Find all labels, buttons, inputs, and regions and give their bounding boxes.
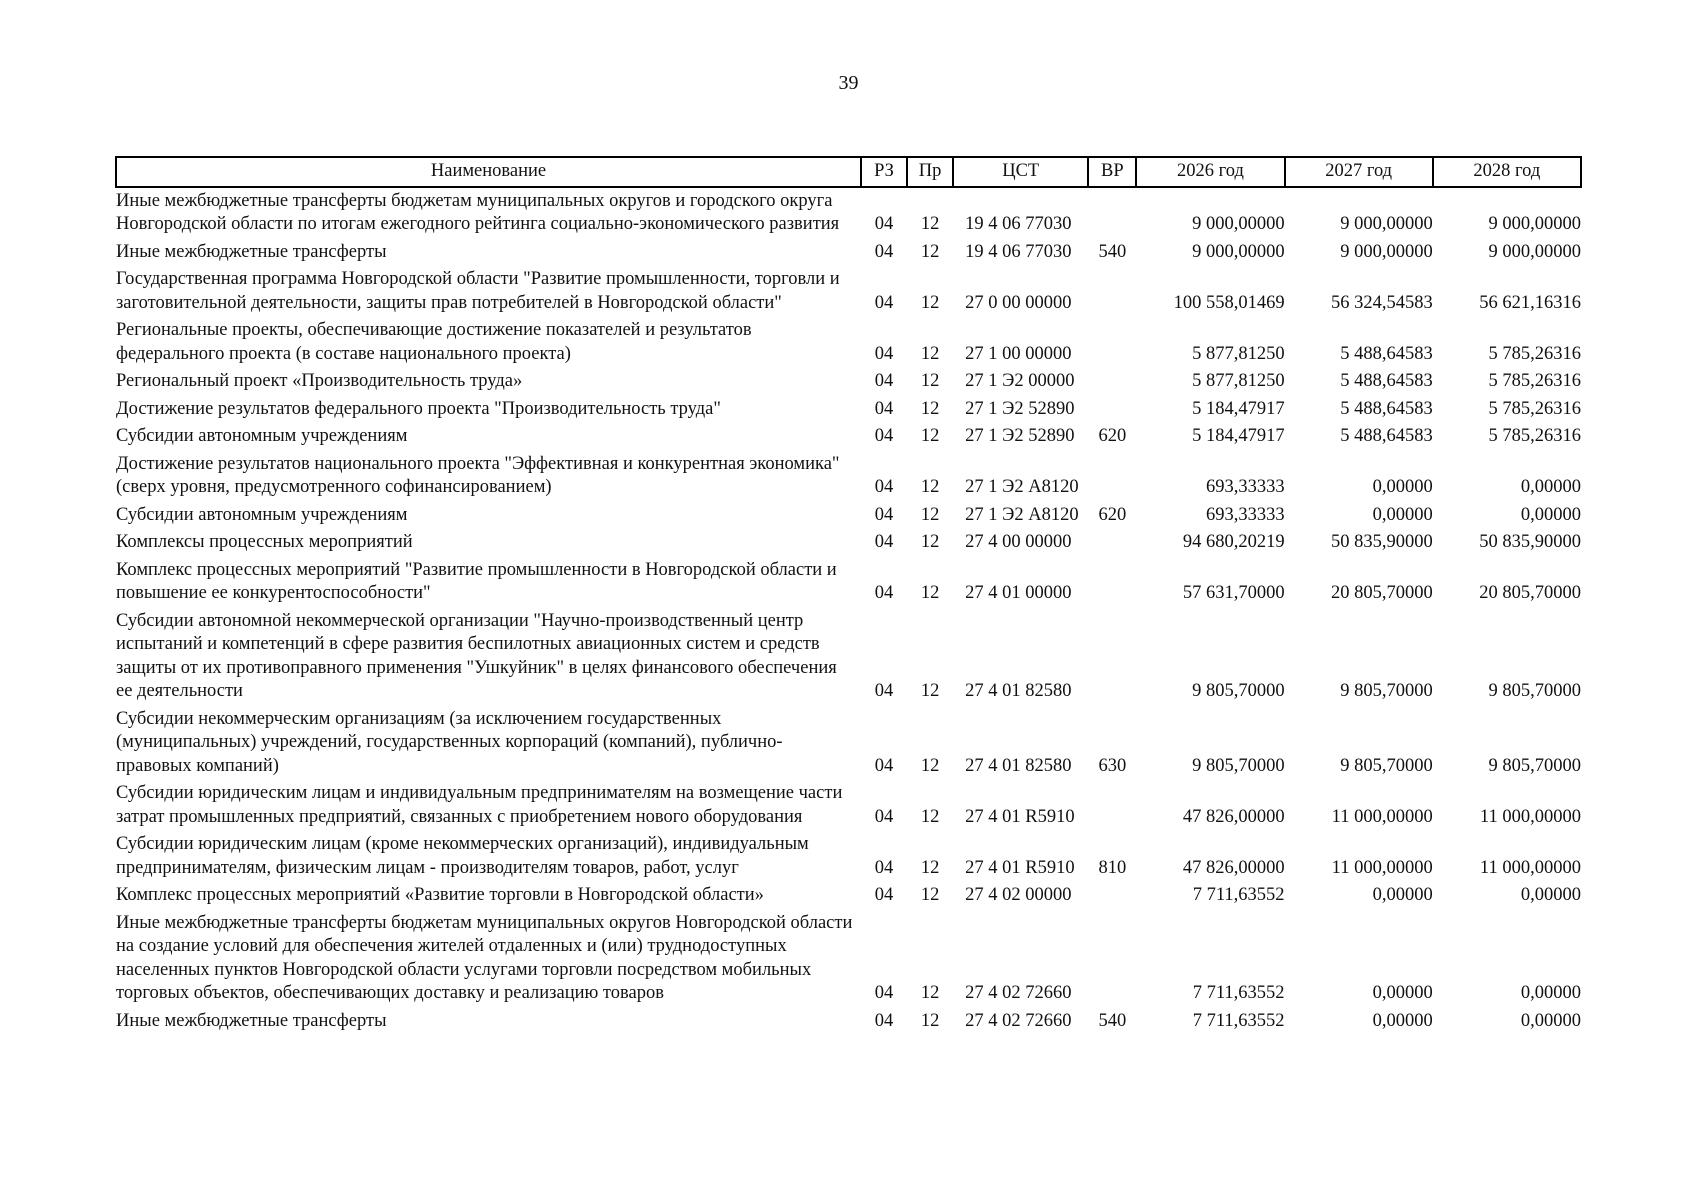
table-row	[116, 451, 1581, 502]
row-rz: 04	[874, 343, 894, 364]
row-pr: 12	[920, 371, 940, 391]
row-2027: 0,00000	[1372, 983, 1433, 1003]
row-rz: 04	[874, 504, 894, 525]
row-name: Субсидии автономным учреждениям	[116, 426, 408, 446]
row-rz: 04	[874, 292, 894, 313]
row-vr	[1088, 396, 1136, 424]
row-rz: 04	[874, 1010, 894, 1031]
row-2027: 9 805,70000	[1340, 681, 1433, 701]
row-cst: 27 4 01 00000	[965, 583, 1072, 603]
row-2027: 56 324,54583	[1331, 292, 1433, 313]
row-name: Субсидии юридическим лицам и индивидуальным предпринимателям на возмещение части затрат промышленных предприятий, связанных с приобретением нового оборудования	[116, 783, 843, 827]
row-2028: 11 000,00000	[1479, 806, 1581, 827]
table-header-row	[116, 157, 1581, 187]
row-pr: 12	[920, 532, 940, 552]
row-2026: 9 000,00000	[1192, 214, 1285, 234]
row-vr	[1088, 910, 1136, 1008]
row-name: Субсидии автономным учреждениям	[116, 504, 408, 525]
row-pr: 12	[920, 214, 940, 234]
row-2028: 9 805,70000	[1488, 681, 1581, 701]
row-2027: 0,00000	[1372, 885, 1433, 905]
row-pr: 12	[920, 343, 940, 364]
row-pr: 12	[920, 583, 940, 603]
row-2026: 9 805,70000	[1192, 755, 1285, 776]
row-vr: 620	[1098, 426, 1127, 446]
row-2026: 7 711,63552	[1192, 1010, 1285, 1031]
header-2028: 2028 год	[1433, 157, 1581, 187]
table-row	[116, 317, 1581, 368]
row-2028: 5 785,26316	[1488, 371, 1581, 391]
row-cst: 19 4 06 77030	[965, 241, 1072, 262]
table-row	[116, 423, 1581, 451]
table-row	[116, 780, 1581, 831]
row-pr: 12	[920, 477, 940, 497]
row-rz: 04	[874, 214, 894, 234]
row-2026: 5 184,47917	[1192, 398, 1285, 419]
row-rz: 04	[874, 398, 894, 419]
row-pr: 12	[920, 755, 940, 776]
row-vr	[1088, 368, 1136, 396]
row-vr: 540	[1098, 241, 1127, 262]
table-row	[116, 502, 1581, 530]
table-row	[116, 608, 1581, 706]
row-rz: 04	[874, 806, 894, 827]
row-rz: 04	[874, 983, 894, 1003]
header-name: Наименование	[116, 157, 861, 187]
row-2026: 100 558,01469	[1173, 292, 1285, 313]
row-vr: 540	[1098, 1010, 1127, 1031]
row-cst: 27 1 Э2 А8120	[965, 504, 1079, 525]
row-2027: 11 000,00000	[1331, 806, 1433, 827]
row-2026: 5 877,81250	[1192, 343, 1285, 364]
row-2026: 57 631,70000	[1182, 583, 1285, 603]
row-2026: 9 805,70000	[1192, 681, 1285, 701]
row-cst: 19 4 06 77030	[965, 214, 1072, 234]
row-cst: 27 1 Э2 52890	[965, 426, 1075, 446]
table-row	[116, 368, 1581, 396]
row-2028: 20 805,70000	[1479, 583, 1581, 603]
row-2027: 0,00000	[1372, 504, 1433, 525]
table-row	[116, 706, 1581, 781]
table-row	[116, 557, 1581, 608]
row-2028: 0,00000	[1520, 983, 1581, 1003]
row-vr	[1088, 608, 1136, 706]
row-cst: 27 4 02 00000	[965, 885, 1072, 905]
row-cst: 27 4 00 00000	[965, 532, 1072, 552]
row-2028: 0,00000	[1520, 885, 1581, 905]
header-rz: РЗ	[861, 157, 907, 187]
row-pr: 12	[920, 292, 940, 313]
row-cst: 27 1 00 00000	[965, 343, 1072, 364]
table-row	[116, 1008, 1581, 1036]
row-2027: 5 488,64583	[1340, 426, 1433, 446]
row-rz: 04	[874, 755, 894, 776]
row-pr: 12	[920, 504, 940, 525]
row-2027: 9 805,70000	[1340, 755, 1433, 776]
row-name: Достижение результатов федерального проекта "Производительность труда"	[116, 398, 721, 419]
row-name: Субсидии юридическим лицам (кроме некоммерческих организаций), индивидуальным предпринимателям, физическим лицам - производителям товаров, работ, услуг	[116, 834, 809, 878]
row-cst: 27 4 02 72660	[965, 1010, 1072, 1031]
row-pr: 12	[920, 398, 940, 419]
row-2028: 9 000,00000	[1488, 241, 1581, 262]
row-2028: 9 000,00000	[1488, 214, 1581, 234]
row-name: Иные межбюджетные трансферты бюджетам муниципальных округов и городского округа Новгородской области по итогам ежегодного рейтинга социально-экономического развития	[116, 190, 840, 234]
row-cst: 27 4 02 72660	[965, 983, 1072, 1003]
header-2027: 2027 год	[1285, 157, 1433, 187]
row-2026: 9 000,00000	[1192, 241, 1285, 262]
table-row	[116, 239, 1581, 267]
row-rz: 04	[874, 477, 894, 497]
row-rz: 04	[874, 241, 894, 262]
row-2026: 5 877,81250	[1192, 371, 1285, 391]
row-pr: 12	[920, 426, 940, 446]
row-vr	[1088, 451, 1136, 502]
row-vr	[1088, 317, 1136, 368]
row-cst: 27 1 Э2 А8120	[965, 477, 1079, 497]
row-vr	[1088, 780, 1136, 831]
row-rz: 04	[874, 371, 894, 391]
table-row	[116, 910, 1581, 1008]
row-pr: 12	[920, 681, 940, 701]
table-row	[116, 831, 1581, 882]
row-2027: 20 805,70000	[1331, 583, 1433, 603]
row-name: Региональный проект «Производительность труда»	[116, 371, 523, 391]
row-2026: 7 711,63552	[1192, 885, 1285, 905]
row-rz: 04	[874, 583, 894, 603]
row-rz: 04	[874, 885, 894, 905]
table-row	[116, 187, 1581, 239]
row-2026: 693,33333	[1205, 477, 1285, 497]
row-2028: 56 621,16316	[1479, 292, 1581, 313]
table-row	[116, 396, 1581, 424]
row-pr: 12	[920, 1010, 940, 1031]
row-vr	[1088, 557, 1136, 608]
row-pr: 12	[920, 857, 940, 878]
row-pr: 12	[920, 241, 940, 262]
header-cst: ЦСТ	[953, 157, 1088, 187]
row-cst: 27 4 01 82580	[965, 681, 1072, 701]
row-name: Иные межбюджетные трансферты	[116, 241, 387, 262]
header-2026: 2026 год	[1136, 157, 1284, 187]
row-name: Комплекс процессных мероприятий «Развитие торговли в Новгородской области»	[116, 885, 764, 905]
row-vr	[1088, 266, 1136, 317]
row-name: Комплекс процессных мероприятий "Развитие промышленности в Новгородской области и повышение ее конкурентоспособности"	[116, 559, 837, 603]
row-2027: 0,00000	[1372, 477, 1433, 497]
row-rz: 04	[874, 681, 894, 701]
table-row	[116, 529, 1581, 557]
row-vr: 810	[1098, 857, 1127, 878]
row-2026: 47 826,00000	[1182, 806, 1285, 827]
row-2028: 0,00000	[1520, 477, 1581, 497]
row-vr	[1088, 882, 1136, 910]
row-name: Государственная программа Новгородской области "Развитие промышленности, торговли и заготовительной деятельности, защиты прав потребителей в Новгородской области"	[116, 269, 840, 313]
row-pr: 12	[920, 983, 940, 1003]
row-cst: 27 4 01 R5910	[965, 806, 1075, 827]
row-2027: 0,00000	[1372, 1010, 1433, 1031]
table-row	[116, 882, 1581, 910]
row-rz: 04	[874, 532, 894, 552]
row-pr: 12	[920, 806, 940, 827]
row-cst: 27 1 Э2 00000	[965, 371, 1075, 391]
row-2028: 0,00000	[1520, 1010, 1581, 1031]
row-2027: 50 835,90000	[1331, 532, 1433, 552]
row-vr: 630	[1098, 755, 1127, 776]
row-name: Достижение результатов национального проекта "Эффективная и конкурентная экономика" (сверх уровня, предусмотренного софинансированием)	[116, 453, 840, 497]
row-2028: 11 000,00000	[1479, 857, 1581, 878]
row-2026: 7 711,63552	[1192, 983, 1285, 1003]
budget-table	[115, 156, 1582, 1035]
row-name: Региональные проекты, обеспечивающие достижение показателей и результатов федерального проекта (в составе национального проекта)	[116, 320, 752, 364]
row-2027: 5 488,64583	[1340, 398, 1433, 419]
row-cst: 27 4 01 R5910	[965, 857, 1075, 878]
row-2028: 9 805,70000	[1488, 755, 1581, 776]
row-2026: 94 680,20219	[1182, 532, 1285, 552]
row-name: Субсидии автономной некоммерческой организации "Научно-производственный центр испытаний и компетенций в сфере развития беспилотных авиационных систем и средств защиты от их противоправного применения "Ушкуйник" в целях финансового обеспечения ее деятельности	[116, 610, 837, 701]
row-vr	[1088, 187, 1136, 239]
row-2026: 5 184,47917	[1192, 426, 1285, 446]
header-pr: Пр	[907, 157, 953, 187]
row-cst: 27 4 01 82580	[965, 755, 1072, 776]
row-2028: 5 785,26316	[1488, 343, 1581, 364]
row-2027: 9 000,00000	[1340, 241, 1433, 262]
row-vr: 620	[1098, 504, 1127, 525]
row-2028: 5 785,26316	[1488, 398, 1581, 419]
table-row	[116, 266, 1581, 317]
row-2026: 693,33333	[1205, 504, 1285, 525]
row-cst: 27 1 Э2 52890	[965, 398, 1075, 419]
row-cst: 27 0 00 00000	[965, 292, 1072, 313]
row-2026: 47 826,00000	[1182, 857, 1285, 878]
row-name: Комплексы процессных мероприятий	[116, 532, 413, 552]
row-name: Иные межбюджетные трансферты	[116, 1010, 387, 1031]
row-2027: 9 000,00000	[1340, 214, 1433, 234]
table-body	[116, 187, 1581, 1036]
row-2027: 5 488,64583	[1340, 343, 1433, 364]
row-2027: 11 000,00000	[1331, 857, 1433, 878]
header-vr: ВР	[1088, 157, 1136, 187]
row-2028: 50 835,90000	[1479, 532, 1581, 552]
page-number: 39	[838, 72, 859, 94]
row-2028: 0,00000	[1520, 504, 1581, 525]
row-vr	[1088, 529, 1136, 557]
row-rz: 04	[874, 857, 894, 878]
row-name: Иные межбюджетные трансферты бюджетам муниципальных округов Новгородской области на создание условий для обеспечения жителей отдаленных и (или) труднодоступных населенных пунктов Новгородской области услугами торговли посредством мобильных торговых объектов, обеспечивающих доставку и реализацию товаров	[116, 912, 853, 1003]
row-name: Субсидии некоммерческим организациям (за исключением государственных (муниципальных) учреждений, государственных корпораций (компаний), публично-правовых компаний)	[116, 708, 783, 776]
row-rz: 04	[874, 426, 894, 446]
row-2028: 5 785,26316	[1488, 426, 1581, 446]
row-pr: 12	[920, 885, 940, 905]
row-2027: 5 488,64583	[1340, 371, 1433, 391]
